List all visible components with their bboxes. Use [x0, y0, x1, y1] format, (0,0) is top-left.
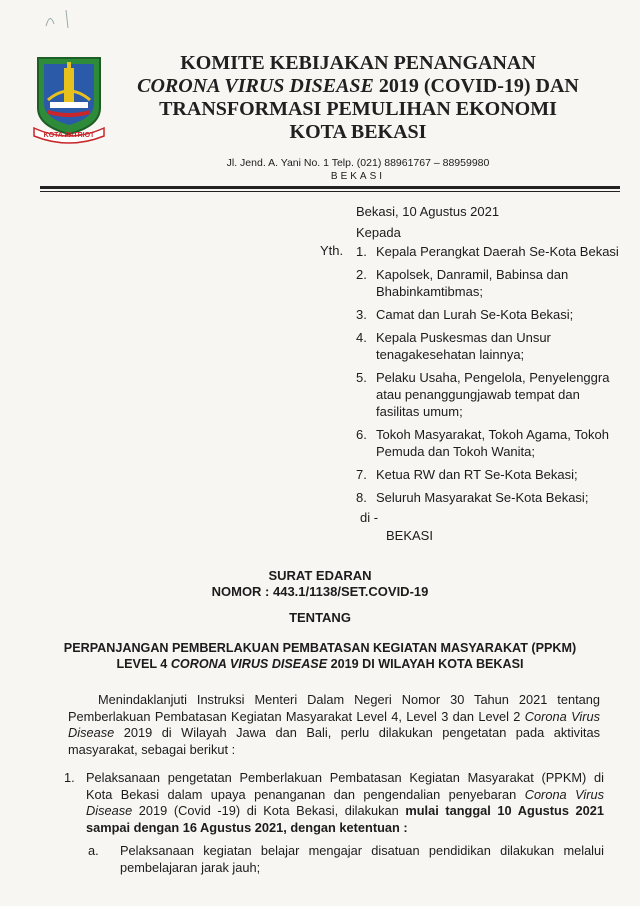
recipient-item: 7. Ketua RW dan RT Se-Kota Bekasi;: [356, 467, 578, 482]
tentang-heading: TENTANG: [289, 610, 351, 625]
logo-ribbon-text: KOTA PATRIOT: [43, 132, 95, 139]
kota-bekasi-logo: [30, 52, 108, 144]
intro-paragraph: Menindaklanjuti Instruksi Menteri Dalam Negeri Nomor 30 Tahun 2021 tentang Pemberlakuan Pembatasan Kegiatan Masyarakat Level 4, Level 3 dan Level 2 Corona Virus Disease 2019 di Wilayah Jawa dan Bali, perlu dilakukan pengetatan pada aktivitas masyarakat, sebagai berikut :: [68, 692, 600, 757]
item-text: Pelaksanaan pengetatan Pemberlakuan Pembatasan Kegiatan Masyarakat (PPKM) di Kota Bekasi dalam upaya penanganan dan pengendalian penyebaran Corona Virus Disease 2019 (Covid -19) di Kota Bekasi, dilakukan mulai tanggal 10 Agustus 2021 sampai dengan 16 Agustus 2021, dengan ketentuan :: [86, 770, 605, 835]
recipient-item: 2. Kapolsek, Danramil, Babinsa dan Bhabinkamtibmas;: [356, 267, 569, 299]
di-label: di -: [360, 510, 379, 525]
header-rule-thin: [40, 191, 620, 192]
recipient-item: 5. Pelaku Usaha, Pengelola, Penyelenggra atau penanggungjawab tempat dan fasilitas umum;: [356, 370, 610, 419]
di-place: BEKASI: [386, 528, 433, 543]
letterhead-line-2: CORONA VIRUS DISEASE 2019 (COVID-19) DAN: [137, 75, 579, 97]
address-line: Jl. Jend. A. Yani No. 1 Telp. (021) 88961767 – 88959980: [226, 157, 490, 169]
recipient-item: 4. Kepala Puskesmas dan Unsur tenagakesehatan lainnya;: [356, 330, 551, 362]
sub-item-text: Pelaksanaan kegiatan belajar mengajar disatuan pendidikan dilakukan melalui pembelajaran jarak jauh;: [120, 843, 604, 875]
recipient-item: 8. Seluruh Masyarakat Se-Kota Bekasi;: [356, 490, 589, 505]
subject-line-2: LEVEL 4 CORONA VIRUS DISEASE 2019 DI WILAYAH KOTA BEKASI: [116, 657, 524, 671]
kepada-label: Kepada: [356, 225, 401, 240]
surat-edaran-heading: SURAT EDARAN: [268, 568, 372, 583]
header-rule-thick: [40, 186, 620, 189]
yth-label: Yth.: [320, 243, 344, 258]
recipient-item: 6. Tokoh Masyarakat, Tokoh Agama, Tokoh Pemuda dan Tokoh Wanita;: [356, 427, 609, 459]
recipient-list: [356, 243, 626, 512]
nomor-surat: NOMOR : 443.1/1138/SET.COVID-19: [211, 584, 429, 599]
letterhead-title: [108, 52, 608, 144]
item-number: 1.: [64, 770, 75, 785]
recipient-item: 1. Kepala Perangkat Daerah Se-Kota Bekasi: [356, 244, 619, 259]
sub-item-a: [88, 842, 604, 876]
letter-date: Bekasi, 10 Agustus 2021: [356, 204, 500, 219]
pen-mark: [42, 6, 82, 36]
address-city: BEKASI: [330, 171, 386, 182]
sub-item-letter: a.: [88, 843, 99, 858]
letterhead-line-4: KOTA BEKASI: [289, 121, 427, 143]
subject-line-1: PERPANJANGAN PEMBERLAKUAN PEMBATASAN KEGIATAN MASYARAKAT (PPKM): [63, 641, 577, 655]
numbered-item-1: [64, 770, 604, 836]
letterhead-line-3: TRANSFORMASI PEMULIHAN EKONOMI: [159, 98, 557, 120]
letterhead-address: [108, 156, 608, 184]
letterhead-line-1: KOMITE KEBIJAKAN PENANGANAN: [180, 52, 536, 74]
recipient-item: 3. Camat dan Lurah Se-Kota Bekasi;: [356, 307, 574, 322]
